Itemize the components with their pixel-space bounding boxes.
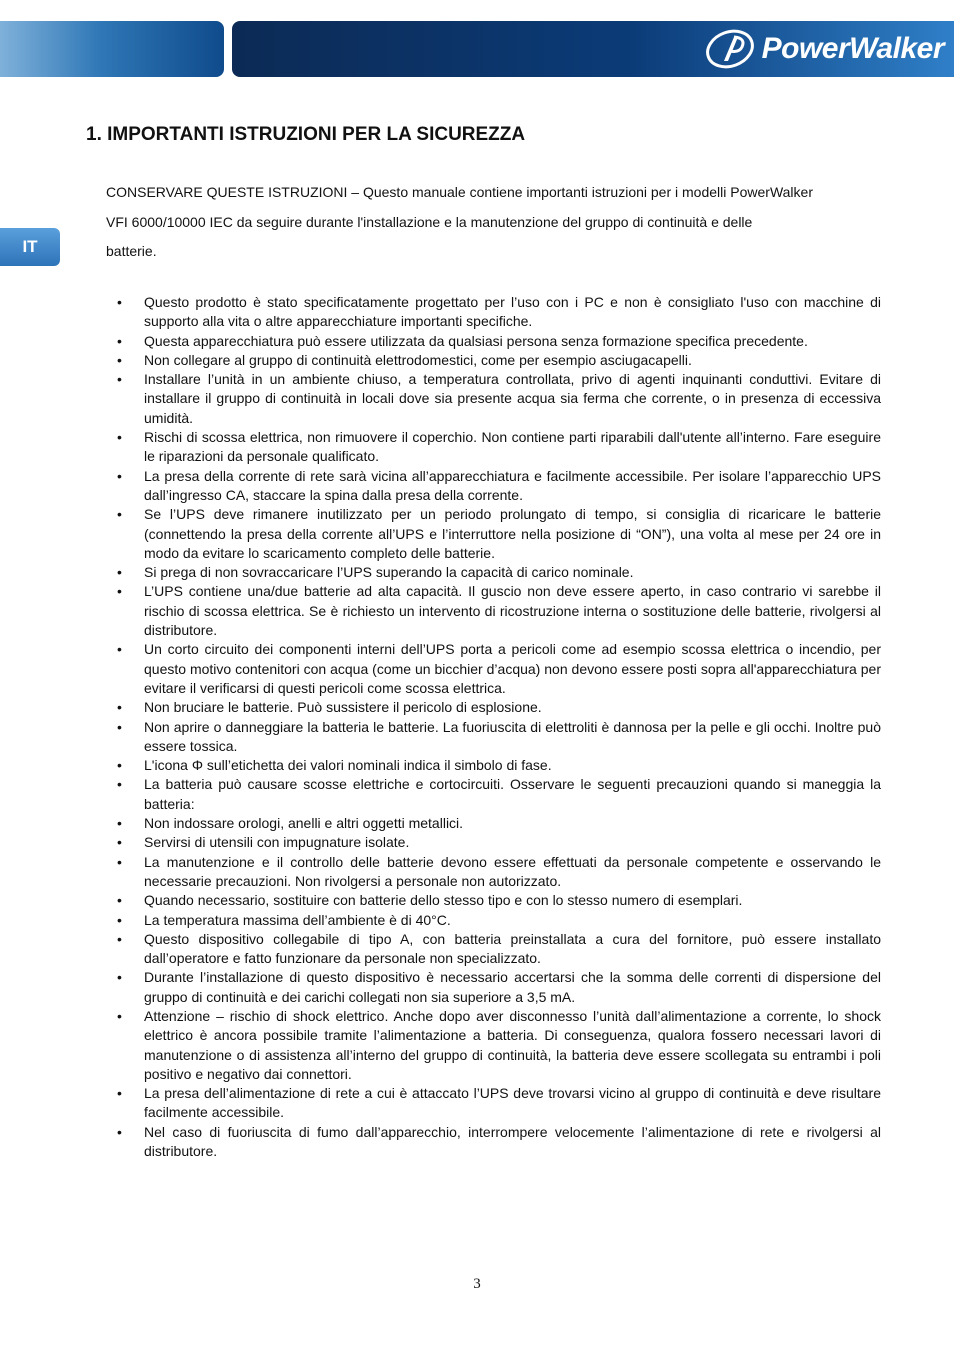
list-item: • Attenzione – rischio di shock elettrico. Anche dopo aver disconnesso l’unità dall’alimentazione a corrente, lo shock elettrico è ancora possibile tramite l’alimentazione a batteria. Di conseguenza, qualora fossero necessari lavori di manutenzione o di assistenza all’interno del gruppo di continuità, la batteria deve essere scollegata su entrambi i poli positivo e negativo dai connettori. (144, 1007, 881, 1084)
powerwalker-logo (704, 29, 944, 69)
intro-line-2: VFI 6000/10000 IEC da seguire durante l'installazione e la manutenzione del gruppo di continuità e delle (106, 213, 753, 230)
list-item: • Nel caso di fuoriuscita di fumo dall’apparecchio, interrompere velocemente l’alimentazione di rete e rivolgersi al distributore. (144, 1123, 881, 1162)
intro-line-3: batterie. (106, 243, 157, 259)
list-item: • Si prega di non sovraccaricare l’UPS superando la capacità di carico nominale. (144, 563, 881, 582)
list-item: • Se l’UPS deve rimanere inutilizzato per un periodo prolungato di tempo, si consiglia di ricaricare le batterie (connettendo la presa della corrente all’UPS e l’interruttore nella posizione di “ON”), una volta al mese per 24 ore in modo da evitare lo scaricamento completo delle batterie. (144, 505, 881, 563)
safety-instructions-list (144, 293, 881, 1161)
intro-paragraph (106, 178, 866, 267)
intro-line-1: CONSERVARE QUESTE ISTRUZIONI – Questo manuale contiene importanti istruzioni per i modelli PowerWalker (106, 184, 813, 200)
list-item: • Installare l’unità in un ambiente chiuso, a temperatura controllata, privo di agenti inquinanti conduttivi. Evitare di installare il gruppo di continuità in locali dove sia presente acqua sia ferma che corrente, o in presenza di eccessiva umidità. (144, 370, 881, 428)
list-item: • Questo prodotto è stato specificatamente progettato per l’uso con i PC e non è consigliato l'uso con macchine di supporto alla vita o altre apparecchiature importanti specifiche. (144, 293, 881, 332)
list-item: • La manutenzione e il controllo delle batterie devono essere effettuati da personale competente e osservando le necessarie precauzioni. Non rivolgersi a personale non autorizzato. (144, 853, 881, 892)
list-item: • Rischi di scossa elettrica, non rimuovere il coperchio. Non contiene parti riparabili dall'utente all’interno. Fare eseguire le riparazioni da personale qualificato. (144, 428, 881, 467)
list-item: • Questo dispositivo collegabile di tipo A, con batteria preinstallata a cura del fornitore, può essere installato dall’operatore e fatto funzionare da personale non specializzato. (144, 930, 881, 969)
list-item: • L’UPS contiene una/due batterie ad alta capacità. Il guscio non deve essere aperto, in caso contrario vi sarebbe il rischio di scossa elettrica. Se è richiesto un intervento di ricostruzione interna o sostituzione delle batterie, rivolgersi al distributore. (144, 582, 881, 640)
list-item: • Quando necessario, sostituire con batterie dello stesso tipo e con lo stesso numero di esemplari. (144, 891, 881, 910)
list-item: • La presa dell’alimentazione di rete a cui è attaccato l’UPS deve trovarsi vicino al gruppo di continuità e deve risultare facilmente accessibile. (144, 1084, 881, 1123)
list-item: • La batteria può causare scosse elettriche e cortocircuiti. Osservare le seguenti precauzioni quando si maneggia la batteria: (144, 775, 881, 814)
list-item: • Non indossare orologi, anelli e altri oggetti metallici. (144, 814, 881, 833)
page-number: 3 (473, 1276, 481, 1292)
list-item: • Non collegare al gruppo di continuità elettrodomestici, come per esempio asciugacapelli. (144, 351, 881, 370)
section-title: 1. IMPORTANTI ISTRUZIONI PER LA SICUREZZA (86, 124, 526, 145)
list-item: • Non bruciare le batterie. Può sussistere il pericolo di esplosione. (144, 698, 881, 717)
header-band-right (232, 21, 954, 77)
brand-name: PowerWalker (761, 32, 944, 65)
list-item: • Un corto circuito dei componenti interni dell’UPS porta a pericoli come ad esempio scossa elettrica o incendio, per questo motivo contenitori con acqua (come un bicchier d’acqua) non devono essere posti sopra all'apparecchiatura per evitare il verificarsi di questi pericoli come scossa elettrica. (144, 640, 881, 698)
list-item: • Questa apparecchiatura può essere utilizzata da qualsiasi persona senza formazione specifica precedente. (144, 332, 881, 351)
list-item: • Durante l’installazione di questo dispositivo è necessario accertarsi che la somma delle correnti di dispersione del gruppo di continuità e dei carichi collegati non sia superiore a 3,5 mA. (144, 968, 881, 1007)
list-item: • Servirsi di utensili con impugnature isolate. (144, 833, 881, 852)
header-band-left (0, 21, 224, 77)
language-tab (0, 228, 60, 266)
powerwalker-logo-icon (704, 29, 756, 69)
list-item: • La presa della corrente di rete sarà vicina all’apparecchiatura e facilmente accessibile. Per isolare l’apparecchio UPS dall’ingresso CA, staccare la spina dalla presa della corrente. (144, 467, 881, 506)
list-item: • Non aprire o danneggiare la batteria le batterie. La fuoriuscita di elettroliti è dannosa per la pelle e gli occhi. Inoltre può essere tossica. (144, 718, 881, 757)
list-item: • La temperatura massima dell’ambiente è di 40°C. (144, 911, 881, 930)
language-tab-label: IT (22, 237, 38, 256)
list-item: • L'icona Φ sull’etichetta dei valori nominali indica il simbolo di fase. (144, 756, 881, 775)
